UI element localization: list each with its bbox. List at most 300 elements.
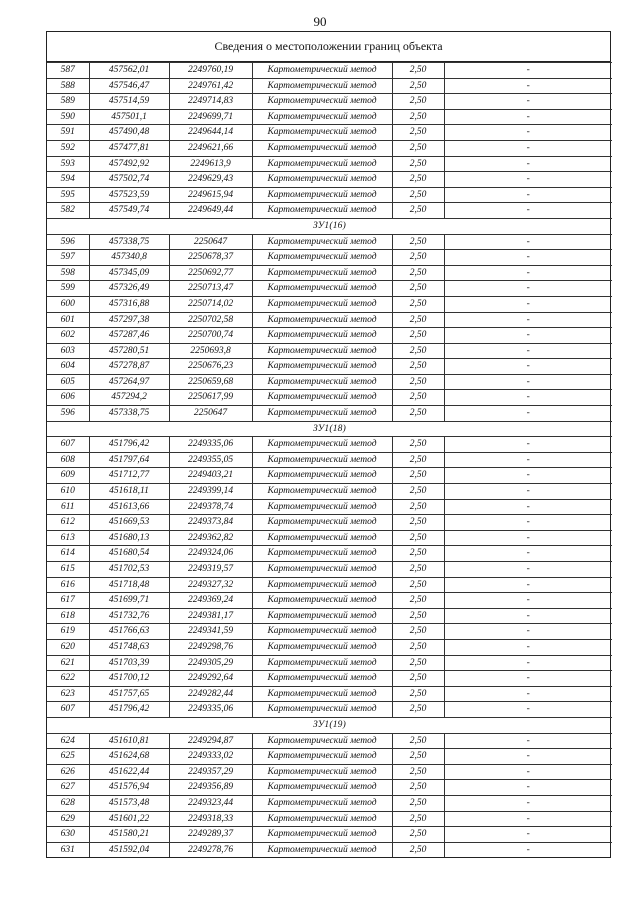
- point-number-cell: 597: [47, 250, 89, 266]
- y-coordinate-cell: 2249292,64: [169, 671, 252, 687]
- y-coordinate-cell: 2250714,02: [169, 296, 252, 312]
- x-coordinate-cell: 451732,76: [89, 608, 169, 624]
- note-cell: -: [444, 827, 612, 843]
- error-cell: 2,50: [392, 749, 444, 765]
- method-cell: Картометрический метод: [252, 593, 392, 609]
- method-cell: Картометрический метод: [252, 78, 392, 94]
- point-number-cell: 604: [47, 359, 89, 375]
- y-coordinate-cell: 2249324,06: [169, 546, 252, 562]
- error-cell: 2,50: [392, 203, 444, 219]
- x-coordinate-cell: 451573,48: [89, 795, 169, 811]
- x-coordinate-cell: 457345,09: [89, 265, 169, 281]
- x-coordinate-cell: 457294,2: [89, 390, 169, 406]
- method-cell: Картометрический метод: [252, 406, 392, 422]
- x-coordinate-cell: 457278,87: [89, 359, 169, 375]
- x-coordinate-cell: 451592,04: [89, 842, 169, 857]
- note-cell: -: [444, 780, 612, 796]
- table-row: [47, 515, 612, 531]
- method-cell: Картометрический метод: [252, 187, 392, 203]
- point-number-cell: 613: [47, 530, 89, 546]
- table-row: [47, 452, 612, 468]
- table-row: [47, 562, 612, 578]
- table-row: [47, 203, 612, 219]
- note-cell: -: [444, 484, 612, 500]
- point-number-cell: 591: [47, 125, 89, 141]
- y-coordinate-cell: 2249333,02: [169, 749, 252, 765]
- method-cell: Картометрический метод: [252, 562, 392, 578]
- point-number-cell: 614: [47, 546, 89, 562]
- table-row: [47, 172, 612, 188]
- x-coordinate-cell: 457477,81: [89, 140, 169, 156]
- method-cell: Картометрический метод: [252, 156, 392, 172]
- note-cell: -: [444, 468, 612, 484]
- method-cell: Картометрический метод: [252, 328, 392, 344]
- y-coordinate-cell: 2249403,21: [169, 468, 252, 484]
- table-row: [47, 63, 612, 79]
- method-cell: Картометрический метод: [252, 577, 392, 593]
- table-row: [47, 624, 612, 640]
- note-cell: -: [444, 109, 612, 125]
- y-coordinate-cell: 2249278,76: [169, 842, 252, 857]
- table-row: [47, 468, 612, 484]
- error-cell: 2,50: [392, 265, 444, 281]
- table-row: [47, 484, 612, 500]
- note-cell: -: [444, 733, 612, 749]
- note-cell: -: [444, 406, 612, 422]
- x-coordinate-cell: 451703,39: [89, 655, 169, 671]
- method-cell: Картометрический метод: [252, 94, 392, 110]
- method-cell: Картометрический метод: [252, 296, 392, 312]
- table-row: [47, 686, 612, 702]
- error-cell: 2,50: [392, 328, 444, 344]
- note-cell: -: [444, 624, 612, 640]
- point-number-cell: 627: [47, 780, 89, 796]
- note-cell: -: [444, 187, 612, 203]
- x-coordinate-cell: 451702,53: [89, 562, 169, 578]
- error-cell: 2,50: [392, 437, 444, 453]
- note-cell: -: [444, 671, 612, 687]
- y-coordinate-cell: 2249323,44: [169, 795, 252, 811]
- note-cell: -: [444, 94, 612, 110]
- y-coordinate-cell: 2249357,29: [169, 764, 252, 780]
- note-cell: -: [444, 359, 612, 375]
- y-coordinate-cell: 2249335,06: [169, 437, 252, 453]
- table-row: [47, 374, 612, 390]
- method-cell: Картометрический метод: [252, 795, 392, 811]
- point-number-cell: 601: [47, 312, 89, 328]
- x-coordinate-cell: 451669,53: [89, 515, 169, 531]
- note-cell: -: [444, 639, 612, 655]
- note-cell: -: [444, 390, 612, 406]
- method-cell: Картометрический метод: [252, 125, 392, 141]
- method-cell: Картометрический метод: [252, 312, 392, 328]
- table-row: [47, 530, 612, 546]
- method-cell: Картометрический метод: [252, 702, 392, 718]
- method-cell: Картометрический метод: [252, 203, 392, 219]
- point-number-cell: 622: [47, 671, 89, 687]
- method-cell: Картометрический метод: [252, 452, 392, 468]
- coordinates-table-body: [47, 63, 612, 858]
- coordinates-table: [47, 62, 612, 857]
- x-coordinate-cell: 457297,38: [89, 312, 169, 328]
- method-cell: Картометрический метод: [252, 686, 392, 702]
- note-cell: -: [444, 140, 612, 156]
- table-row: [47, 608, 612, 624]
- error-cell: 2,50: [392, 515, 444, 531]
- y-coordinate-cell: 2249298,76: [169, 639, 252, 655]
- table-row: [47, 764, 612, 780]
- point-number-cell: 624: [47, 733, 89, 749]
- point-number-cell: 621: [47, 655, 89, 671]
- error-cell: 2,50: [392, 546, 444, 562]
- note-cell: -: [444, 250, 612, 266]
- x-coordinate-cell: 451622,44: [89, 764, 169, 780]
- table-title: Сведения о местоположении границ объекта: [47, 32, 610, 62]
- x-coordinate-cell: 451601,22: [89, 811, 169, 827]
- x-coordinate-cell: 457492,92: [89, 156, 169, 172]
- error-cell: 2,50: [392, 733, 444, 749]
- x-coordinate-cell: 451712,77: [89, 468, 169, 484]
- error-cell: 2,50: [392, 842, 444, 857]
- method-cell: Картометрический метод: [252, 733, 392, 749]
- method-cell: Картометрический метод: [252, 343, 392, 359]
- note-cell: -: [444, 203, 612, 219]
- x-coordinate-cell: 451700,12: [89, 671, 169, 687]
- table-row: [47, 156, 612, 172]
- x-coordinate-cell: 457280,51: [89, 343, 169, 359]
- note-cell: -: [444, 702, 612, 718]
- point-number-cell: 600: [47, 296, 89, 312]
- x-coordinate-cell: 457546,47: [89, 78, 169, 94]
- method-cell: Картометрический метод: [252, 764, 392, 780]
- y-coordinate-cell: 2250647: [169, 406, 252, 422]
- note-cell: -: [444, 593, 612, 609]
- x-coordinate-cell: 457338,75: [89, 234, 169, 250]
- note-cell: -: [444, 265, 612, 281]
- y-coordinate-cell: 2249369,24: [169, 593, 252, 609]
- note-cell: -: [444, 374, 612, 390]
- y-coordinate-cell: 2249714,83: [169, 94, 252, 110]
- table-row: [47, 109, 612, 125]
- point-number-cell: 605: [47, 374, 89, 390]
- method-cell: Картометрический метод: [252, 437, 392, 453]
- point-number-cell: 610: [47, 484, 89, 500]
- y-coordinate-cell: 2250713,47: [169, 281, 252, 297]
- note-cell: -: [444, 515, 612, 531]
- table-row: [47, 593, 612, 609]
- method-cell: Картометрический метод: [252, 281, 392, 297]
- table-row: [47, 94, 612, 110]
- point-number-cell: 594: [47, 172, 89, 188]
- point-number-cell: 623: [47, 686, 89, 702]
- y-coordinate-cell: 2249319,57: [169, 562, 252, 578]
- method-cell: Картометрический метод: [252, 671, 392, 687]
- error-cell: 2,50: [392, 296, 444, 312]
- error-cell: 2,50: [392, 359, 444, 375]
- table-row: [47, 125, 612, 141]
- table-row: [47, 406, 612, 422]
- y-coordinate-cell: 2249760,19: [169, 63, 252, 79]
- table-row: [47, 265, 612, 281]
- y-coordinate-cell: 2249761,42: [169, 78, 252, 94]
- method-cell: Картометрический метод: [252, 842, 392, 857]
- point-number-cell: 593: [47, 156, 89, 172]
- method-cell: Картометрический метод: [252, 140, 392, 156]
- note-cell: -: [444, 125, 612, 141]
- y-coordinate-cell: 2249699,71: [169, 109, 252, 125]
- x-coordinate-cell: 451796,42: [89, 437, 169, 453]
- method-cell: Картометрический метод: [252, 624, 392, 640]
- method-cell: Картометрический метод: [252, 811, 392, 827]
- error-cell: 2,50: [392, 312, 444, 328]
- point-number-cell: 608: [47, 452, 89, 468]
- note-cell: -: [444, 281, 612, 297]
- point-number-cell: 618: [47, 608, 89, 624]
- note-cell: -: [444, 811, 612, 827]
- error-cell: 2,50: [392, 639, 444, 655]
- point-number-cell: 628: [47, 795, 89, 811]
- error-cell: 2,50: [392, 764, 444, 780]
- note-cell: -: [444, 764, 612, 780]
- page-number: 90: [313, 14, 327, 29]
- note-cell: -: [444, 78, 612, 94]
- point-number-cell: 625: [47, 749, 89, 765]
- x-coordinate-cell: 451796,42: [89, 702, 169, 718]
- table-row: [47, 811, 612, 827]
- method-cell: Картометрический метод: [252, 546, 392, 562]
- note-cell: -: [444, 172, 612, 188]
- table-row: [47, 359, 612, 375]
- method-cell: Картометрический метод: [252, 608, 392, 624]
- y-coordinate-cell: 2249613,9: [169, 156, 252, 172]
- error-cell: 2,50: [392, 156, 444, 172]
- error-cell: 2,50: [392, 608, 444, 624]
- y-coordinate-cell: 2249341,59: [169, 624, 252, 640]
- table-row: [47, 140, 612, 156]
- table-row: [47, 250, 612, 266]
- table-row: [47, 78, 612, 94]
- error-cell: 2,50: [392, 250, 444, 266]
- point-number-cell: 617: [47, 593, 89, 609]
- note-cell: -: [444, 499, 612, 515]
- table-row: [47, 702, 612, 718]
- x-coordinate-cell: 457523,59: [89, 187, 169, 203]
- point-number-cell: 602: [47, 328, 89, 344]
- table-row: [47, 639, 612, 655]
- point-number-cell: 606: [47, 390, 89, 406]
- x-coordinate-cell: 451680,13: [89, 530, 169, 546]
- x-coordinate-cell: 457501,1: [89, 109, 169, 125]
- table-row: [47, 187, 612, 203]
- note-cell: -: [444, 328, 612, 344]
- table-row: [47, 733, 612, 749]
- table-row: [47, 390, 612, 406]
- point-number-cell: 612: [47, 515, 89, 531]
- method-cell: Картометрический метод: [252, 484, 392, 500]
- error-cell: 2,50: [392, 281, 444, 297]
- table-row: [47, 780, 612, 796]
- y-coordinate-cell: 2250617,99: [169, 390, 252, 406]
- y-coordinate-cell: 2249355,05: [169, 452, 252, 468]
- x-coordinate-cell: 451797,64: [89, 452, 169, 468]
- table-row: [47, 499, 612, 515]
- y-coordinate-cell: 2249289,37: [169, 827, 252, 843]
- x-coordinate-cell: 457514,59: [89, 94, 169, 110]
- table-row: [47, 234, 612, 250]
- y-coordinate-cell: 2249282,44: [169, 686, 252, 702]
- point-number-cell: 620: [47, 639, 89, 655]
- note-cell: -: [444, 234, 612, 250]
- y-coordinate-cell: 2250702,58: [169, 312, 252, 328]
- section-label: ЗУ1(19): [47, 717, 612, 733]
- note-cell: -: [444, 437, 612, 453]
- point-number-cell: 595: [47, 187, 89, 203]
- note-cell: -: [444, 686, 612, 702]
- y-coordinate-cell: 2249294,87: [169, 733, 252, 749]
- error-cell: 2,50: [392, 109, 444, 125]
- y-coordinate-cell: 2249381,17: [169, 608, 252, 624]
- error-cell: 2,50: [392, 624, 444, 640]
- section-header-row: [47, 218, 612, 234]
- x-coordinate-cell: 457338,75: [89, 406, 169, 422]
- y-coordinate-cell: 2249305,29: [169, 655, 252, 671]
- section-label: ЗУ1(16): [47, 218, 612, 234]
- point-number-cell: 619: [47, 624, 89, 640]
- x-coordinate-cell: 451718,48: [89, 577, 169, 593]
- point-number-cell: 590: [47, 109, 89, 125]
- note-cell: -: [444, 530, 612, 546]
- method-cell: Картометрический метод: [252, 639, 392, 655]
- point-number-cell: 588: [47, 78, 89, 94]
- method-cell: Картометрический метод: [252, 515, 392, 531]
- y-coordinate-cell: 2249318,33: [169, 811, 252, 827]
- y-coordinate-cell: 2250647: [169, 234, 252, 250]
- note-cell: -: [444, 63, 612, 79]
- table-row: [47, 343, 612, 359]
- point-number-cell: 598: [47, 265, 89, 281]
- x-coordinate-cell: 451699,71: [89, 593, 169, 609]
- y-coordinate-cell: 2250676,23: [169, 359, 252, 375]
- note-cell: -: [444, 749, 612, 765]
- point-number-cell: 609: [47, 468, 89, 484]
- method-cell: Картометрический метод: [252, 63, 392, 79]
- method-cell: Картометрический метод: [252, 109, 392, 125]
- y-coordinate-cell: 2249327,32: [169, 577, 252, 593]
- point-number-cell: 607: [47, 437, 89, 453]
- error-cell: 2,50: [392, 562, 444, 578]
- note-cell: -: [444, 452, 612, 468]
- x-coordinate-cell: 457549,74: [89, 203, 169, 219]
- error-cell: 2,50: [392, 593, 444, 609]
- x-coordinate-cell: 457562,01: [89, 63, 169, 79]
- error-cell: 2,50: [392, 484, 444, 500]
- method-cell: Картометрический метод: [252, 374, 392, 390]
- y-coordinate-cell: 2249649,44: [169, 203, 252, 219]
- point-number-cell: 589: [47, 94, 89, 110]
- note-cell: -: [444, 842, 612, 857]
- y-coordinate-cell: 2249373,84: [169, 515, 252, 531]
- table-row: [47, 671, 612, 687]
- table-row: [47, 546, 612, 562]
- x-coordinate-cell: 457340,8: [89, 250, 169, 266]
- error-cell: 2,50: [392, 655, 444, 671]
- y-coordinate-cell: 2249335,06: [169, 702, 252, 718]
- error-cell: 2,50: [392, 530, 444, 546]
- method-cell: Картометрический метод: [252, 499, 392, 515]
- error-cell: 2,50: [392, 187, 444, 203]
- method-cell: Картометрический метод: [252, 530, 392, 546]
- point-number-cell: 582: [47, 203, 89, 219]
- point-number-cell: 607: [47, 702, 89, 718]
- method-cell: Картометрический метод: [252, 780, 392, 796]
- error-cell: 2,50: [392, 811, 444, 827]
- y-coordinate-cell: 2249629,43: [169, 172, 252, 188]
- table-row: [47, 328, 612, 344]
- x-coordinate-cell: 457326,49: [89, 281, 169, 297]
- x-coordinate-cell: 451766,63: [89, 624, 169, 640]
- x-coordinate-cell: 451624,68: [89, 749, 169, 765]
- error-cell: 2,50: [392, 374, 444, 390]
- note-cell: -: [444, 577, 612, 593]
- table-row: [47, 827, 612, 843]
- note-cell: -: [444, 608, 612, 624]
- point-number-cell: 599: [47, 281, 89, 297]
- table-row: [47, 296, 612, 312]
- error-cell: 2,50: [392, 499, 444, 515]
- note-cell: -: [444, 546, 612, 562]
- note-cell: -: [444, 655, 612, 671]
- error-cell: 2,50: [392, 140, 444, 156]
- table-row: [47, 655, 612, 671]
- x-coordinate-cell: 451748,63: [89, 639, 169, 655]
- error-cell: 2,50: [392, 234, 444, 250]
- error-cell: 2,50: [392, 795, 444, 811]
- point-number-cell: 631: [47, 842, 89, 857]
- method-cell: Картометрический метод: [252, 468, 392, 484]
- y-coordinate-cell: 2250692,77: [169, 265, 252, 281]
- point-number-cell: 596: [47, 234, 89, 250]
- boundary-table-sheet: [46, 31, 611, 858]
- point-number-cell: 615: [47, 562, 89, 578]
- error-cell: 2,50: [392, 671, 444, 687]
- error-cell: 2,50: [392, 702, 444, 718]
- point-number-cell: 616: [47, 577, 89, 593]
- point-number-cell: 629: [47, 811, 89, 827]
- table-row: [47, 795, 612, 811]
- x-coordinate-cell: 451680,54: [89, 546, 169, 562]
- method-cell: Картометрический метод: [252, 250, 392, 266]
- section-header-row: [47, 717, 612, 733]
- table-row: [47, 312, 612, 328]
- method-cell: Картометрический метод: [252, 234, 392, 250]
- error-cell: 2,50: [392, 686, 444, 702]
- y-coordinate-cell: 2249356,89: [169, 780, 252, 796]
- point-number-cell: 587: [47, 63, 89, 79]
- note-cell: -: [444, 795, 612, 811]
- y-coordinate-cell: 2249644,14: [169, 125, 252, 141]
- note-cell: -: [444, 312, 612, 328]
- error-cell: 2,50: [392, 577, 444, 593]
- method-cell: Картометрический метод: [252, 655, 392, 671]
- error-cell: 2,50: [392, 827, 444, 843]
- y-coordinate-cell: 2249399,14: [169, 484, 252, 500]
- y-coordinate-cell: 2250678,37: [169, 250, 252, 266]
- table-row: [47, 577, 612, 593]
- method-cell: Картометрический метод: [252, 265, 392, 281]
- x-coordinate-cell: 451576,94: [89, 780, 169, 796]
- method-cell: Картометрический метод: [252, 390, 392, 406]
- x-coordinate-cell: 451757,65: [89, 686, 169, 702]
